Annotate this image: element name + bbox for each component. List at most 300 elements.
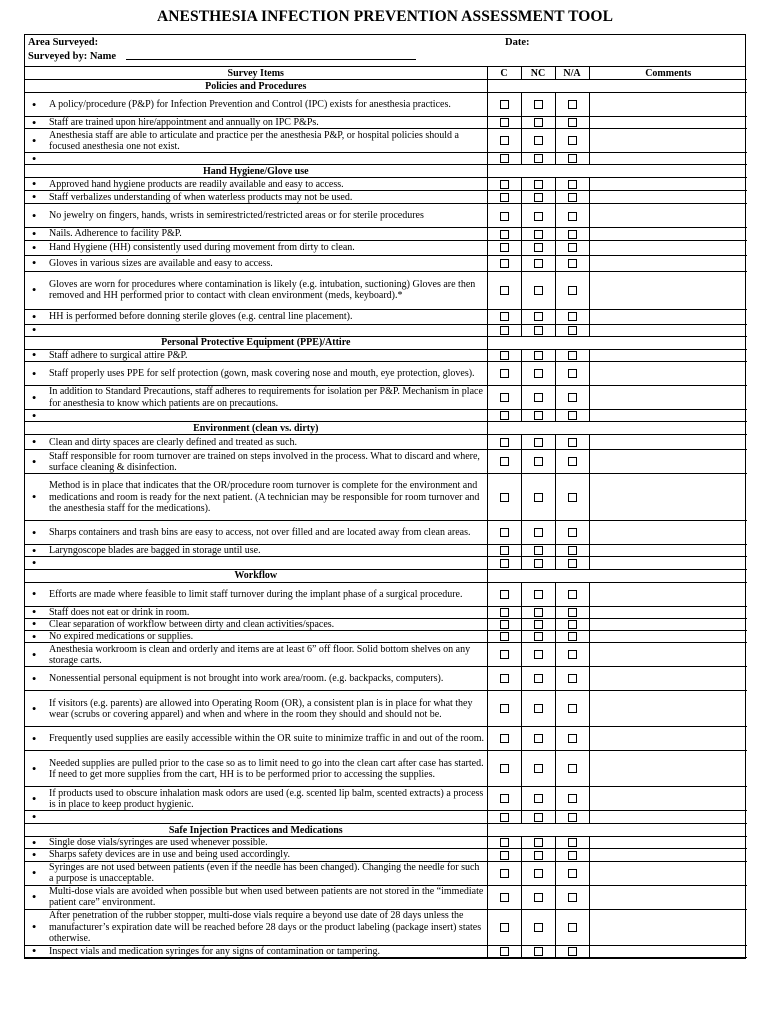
checkbox[interactable]: [568, 212, 577, 221]
compliant-cell: [487, 861, 521, 885]
noncompliant-cell: [521, 751, 555, 787]
comments-cell[interactable]: [589, 909, 747, 945]
comments-cell[interactable]: [589, 557, 747, 569]
checkbox[interactable]: [500, 230, 509, 239]
survey-item: [25, 521, 487, 545]
survey-item: [25, 271, 487, 309]
survey-item: [25, 153, 487, 165]
checkbox[interactable]: [500, 411, 509, 420]
survey-item-text: In addition to Standard Precautions, staff adheres to requirements for isolation per P&P. Mechanism in place for anesthesia to know which patients are on precautions.: [49, 386, 483, 409]
checkbox[interactable]: [568, 118, 577, 127]
checkbox[interactable]: [534, 493, 543, 502]
noncompliant-cell: [521, 410, 555, 422]
checkbox[interactable]: [500, 893, 509, 902]
checkbox[interactable]: [500, 312, 509, 321]
not-applicable-cell: [555, 240, 589, 255]
survey-item-text: If products used to obscure inhalation mask odors are used (e.g. scented lip balm, scented extracts) a process is in place to keep product hygienic.: [49, 787, 484, 810]
page-title: ANESTHESIA INFECTION PREVENTION ASSESSMENT TOOL: [156, 8, 614, 25]
checkbox[interactable]: [568, 369, 577, 378]
checkbox[interactable]: [500, 457, 509, 466]
survey-item-row: [25, 93, 747, 117]
compliant-cell: [487, 474, 521, 521]
checkbox[interactable]: [534, 559, 543, 568]
checkbox[interactable]: [534, 369, 543, 378]
checkbox[interactable]: [500, 559, 509, 568]
checkbox[interactable]: [534, 193, 543, 202]
checkbox[interactable]: [534, 528, 543, 537]
survey-item-text: Nails. Adherence to facility P&P.: [49, 228, 182, 240]
checkbox[interactable]: [534, 230, 543, 239]
col-header-c: C: [487, 67, 521, 80]
comments-cell[interactable]: [589, 204, 747, 228]
not-applicable-cell: [555, 837, 589, 849]
checkbox[interactable]: [534, 326, 543, 335]
survey-item: [25, 309, 487, 324]
compliant-cell: [487, 557, 521, 569]
comments-cell[interactable]: [589, 545, 747, 557]
checkbox[interactable]: [500, 193, 509, 202]
survey-item-row: [25, 667, 747, 691]
compliant-cell: [487, 521, 521, 545]
checkbox[interactable]: [568, 180, 577, 189]
checkbox[interactable]: [568, 438, 577, 447]
checkbox[interactable]: [534, 632, 543, 641]
checkbox[interactable]: [568, 136, 577, 145]
checkbox[interactable]: [568, 704, 577, 713]
checkbox[interactable]: [500, 493, 509, 502]
comments-cell[interactable]: [589, 582, 747, 606]
not-applicable-cell: [555, 885, 589, 909]
bullet-icon: ●: [32, 369, 37, 378]
comments-cell[interactable]: [589, 787, 747, 811]
section-header-row: [25, 569, 747, 582]
not-applicable-cell: [555, 271, 589, 309]
checkbox[interactable]: [534, 947, 543, 956]
checkbox[interactable]: [568, 393, 577, 402]
checkbox[interactable]: [534, 734, 543, 743]
survey-table: [25, 67, 747, 958]
checkbox[interactable]: [568, 794, 577, 803]
form-header: [25, 35, 745, 67]
comments-cell[interactable]: [589, 309, 747, 324]
checkbox[interactable]: [534, 243, 543, 252]
checkbox[interactable]: [534, 650, 543, 659]
checkbox[interactable]: [500, 546, 509, 555]
not-applicable-cell: [555, 474, 589, 521]
bullet-icon: ●: [32, 312, 37, 321]
checkbox[interactable]: [534, 118, 543, 127]
bullet-icon: ●: [32, 946, 37, 955]
comments-cell[interactable]: [589, 691, 747, 727]
checkbox[interactable]: [534, 704, 543, 713]
col-header-items: Survey Items: [25, 67, 487, 80]
section-title: Environment (clean vs. dirty): [25, 422, 487, 435]
checkbox[interactable]: [534, 438, 543, 447]
checkbox[interactable]: [534, 620, 543, 629]
noncompliant-cell: [521, 861, 555, 885]
bullet-icon: ●: [32, 350, 37, 359]
checkbox[interactable]: [568, 259, 577, 268]
checkbox[interactable]: [534, 286, 543, 295]
bullet-icon: ●: [32, 868, 37, 877]
compliant-cell: [487, 837, 521, 849]
survey-item-text: Gloves are worn for procedures where contamination is likely (e.g. intubation, suctioning) Gloves are then removed and HH performed prior to contact with clean environment (meds, keyboard).*: [49, 278, 476, 302]
comments-cell[interactable]: [589, 93, 747, 117]
checkbox[interactable]: [500, 838, 509, 847]
survey-item: [25, 129, 487, 153]
surveyed-by-field[interactable]: [28, 49, 416, 62]
noncompliant-cell: [521, 582, 555, 606]
not-applicable-cell: [555, 191, 589, 204]
comments-cell[interactable]: [589, 450, 747, 474]
survey-item-row: [25, 204, 747, 228]
noncompliant-cell: [521, 606, 555, 618]
checkbox[interactable]: [568, 590, 577, 599]
bullet-icon: ●: [32, 411, 37, 420]
checkbox[interactable]: [534, 411, 543, 420]
checkbox[interactable]: [568, 230, 577, 239]
checkbox[interactable]: [568, 893, 577, 902]
comments-cell[interactable]: [589, 945, 747, 957]
checkbox[interactable]: [500, 704, 509, 713]
checkbox[interactable]: [534, 546, 543, 555]
date-label: Date:: [505, 37, 530, 48]
comments-cell[interactable]: [589, 349, 747, 361]
noncompliant-cell: [521, 945, 555, 957]
noncompliant-cell: [521, 153, 555, 165]
checkbox[interactable]: [500, 674, 509, 683]
comments-cell[interactable]: [589, 117, 747, 129]
checkbox[interactable]: [568, 674, 577, 683]
comments-cell[interactable]: [589, 811, 747, 824]
comments-cell[interactable]: [589, 362, 747, 386]
checkbox[interactable]: [500, 947, 509, 956]
comments-cell[interactable]: [589, 631, 747, 643]
comments-cell[interactable]: [589, 727, 747, 751]
noncompliant-cell: [521, 435, 555, 450]
checkbox[interactable]: [568, 312, 577, 321]
checkbox[interactable]: [534, 923, 543, 932]
not-applicable-cell: [555, 153, 589, 165]
checkbox[interactable]: [500, 923, 509, 932]
survey-item: [25, 362, 487, 386]
bullet-icon: ●: [32, 674, 37, 683]
checkbox[interactable]: [500, 243, 509, 252]
checkbox[interactable]: [568, 493, 577, 502]
survey-item-text: Hand Hygiene (HH) consistently used during movement from dirty to clean.: [49, 242, 355, 253]
bullet-icon: ●: [32, 492, 37, 501]
checkbox[interactable]: [534, 893, 543, 902]
checkbox[interactable]: [500, 632, 509, 641]
noncompliant-cell: [521, 386, 555, 410]
checkbox[interactable]: [534, 813, 543, 822]
name-line[interactable]: [126, 49, 416, 60]
not-applicable-cell: [555, 435, 589, 450]
compliant-cell: [487, 582, 521, 606]
survey-item: [25, 545, 487, 557]
not-applicable-cell: [555, 751, 589, 787]
comments-cell[interactable]: [589, 474, 747, 521]
checkbox[interactable]: [534, 100, 543, 109]
comments-cell[interactable]: [589, 386, 747, 410]
noncompliant-cell: [521, 545, 555, 557]
not-applicable-cell: [555, 945, 589, 957]
noncompliant-cell: [521, 787, 555, 811]
comments-cell[interactable]: [589, 153, 747, 165]
comments-cell[interactable]: [589, 178, 747, 191]
survey-item-row: [25, 618, 747, 630]
not-applicable-cell: [555, 557, 589, 569]
checkbox[interactable]: [500, 794, 509, 803]
survey-item: [25, 450, 487, 474]
bullet-icon: ●: [32, 154, 37, 163]
checkbox[interactable]: [568, 100, 577, 109]
checkbox[interactable]: [500, 259, 509, 268]
survey-item: [25, 386, 487, 410]
checkbox[interactable]: [500, 100, 509, 109]
comments-cell[interactable]: [589, 324, 747, 336]
survey-item: [25, 191, 487, 204]
comments-cell[interactable]: [589, 271, 747, 309]
checkbox[interactable]: [568, 559, 577, 568]
checkbox[interactable]: [534, 136, 543, 145]
comments-cell[interactable]: [589, 435, 747, 450]
section-header-blank: [487, 422, 747, 435]
survey-item: [25, 255, 487, 271]
checkbox[interactable]: [500, 438, 509, 447]
survey-item-row: [25, 450, 747, 474]
comments-cell[interactable]: [589, 837, 747, 849]
survey-item-text: Method is in place that indicates that the OR/procedure room turnover is complete for the environment and medications and room is ready for the next patient. (A technician may be responsible for room turnover and the anesthesia staff for the medications).: [49, 480, 480, 514]
survey-item-text: Approved hand hygiene products are readily available and easy to access.: [49, 178, 344, 190]
bullet-icon: ●: [32, 704, 37, 713]
compliant-cell: [487, 606, 521, 618]
survey-item-text: Multi-dose vials are avoided when possible but when used between patients are not stored in the “immediate patient care” environment.: [49, 885, 484, 909]
bullet-icon: ●: [32, 192, 37, 201]
checkbox[interactable]: [568, 650, 577, 659]
bullet-icon: ●: [32, 393, 37, 402]
checkbox[interactable]: [568, 243, 577, 252]
survey-item: [25, 582, 487, 606]
noncompliant-cell: [521, 129, 555, 153]
checkbox[interactable]: [500, 369, 509, 378]
checkbox[interactable]: [534, 869, 543, 878]
survey-item: [25, 618, 487, 630]
survey-item-text: HH is performed before donning sterile gloves (e.g. central line placement).: [49, 311, 353, 322]
checkbox[interactable]: [500, 813, 509, 822]
checkbox[interactable]: [500, 136, 509, 145]
checkbox[interactable]: [500, 590, 509, 599]
noncompliant-cell: [521, 93, 555, 117]
checkbox[interactable]: [568, 351, 577, 360]
noncompliant-cell: [521, 643, 555, 667]
checkbox[interactable]: [500, 393, 509, 402]
checkbox[interactable]: [568, 632, 577, 641]
survey-item-row: [25, 255, 747, 271]
checkbox[interactable]: [534, 674, 543, 683]
checkbox[interactable]: [534, 851, 543, 860]
not-applicable-cell: [555, 324, 589, 336]
survey-item: [25, 435, 487, 450]
checkbox[interactable]: [500, 528, 509, 537]
compliant-cell: [487, 228, 521, 240]
checkbox[interactable]: [534, 154, 543, 163]
checkbox[interactable]: [500, 326, 509, 335]
section-header-row: [25, 80, 747, 93]
checkbox[interactable]: [534, 608, 543, 617]
checkbox[interactable]: [534, 312, 543, 321]
bullet-icon: ●: [32, 892, 37, 901]
checkbox[interactable]: [500, 764, 509, 773]
checkbox[interactable]: [534, 180, 543, 189]
checkbox[interactable]: [500, 734, 509, 743]
checkbox[interactable]: [568, 154, 577, 163]
survey-item-text: Anesthesia workroom is clean and orderly and items are at least 6” off floor. Solid bottom shelves on any storage carts.: [49, 643, 471, 666]
survey-item-text: Staff responsible for room turnover are trained on steps involved in the process. What to discard and where, surface cleaning & disinfection.: [49, 450, 480, 473]
section-header-blank: [487, 80, 747, 93]
section-title: Policies and Procedures: [25, 80, 487, 93]
survey-item: [25, 178, 487, 191]
checkbox[interactable]: [534, 794, 543, 803]
section-title: Workflow: [25, 569, 487, 582]
compliant-cell: [487, 191, 521, 204]
compliant-cell: [487, 240, 521, 255]
col-header-comments: Comments: [589, 67, 747, 80]
checkbox[interactable]: [534, 457, 543, 466]
comments-cell[interactable]: [589, 191, 747, 204]
checkbox[interactable]: [568, 851, 577, 860]
checkbox[interactable]: [534, 351, 543, 360]
comments-cell[interactable]: [589, 240, 747, 255]
checkbox[interactable]: [568, 813, 577, 822]
compliant-cell: [487, 93, 521, 117]
checkbox[interactable]: [568, 286, 577, 295]
noncompliant-cell: [521, 228, 555, 240]
comments-cell[interactable]: [589, 667, 747, 691]
checkbox[interactable]: [568, 326, 577, 335]
checkbox[interactable]: [568, 546, 577, 555]
compliant-cell: [487, 178, 521, 191]
not-applicable-cell: [555, 362, 589, 386]
comments-cell[interactable]: [589, 606, 747, 618]
compliant-cell: [487, 386, 521, 410]
checkbox[interactable]: [568, 193, 577, 202]
survey-item-text: Single dose vials/syringes are used whenever possible.: [49, 837, 268, 849]
checkbox[interactable]: [568, 608, 577, 617]
checkbox[interactable]: [534, 393, 543, 402]
checkbox[interactable]: [500, 212, 509, 221]
comments-cell[interactable]: [589, 521, 747, 545]
noncompliant-cell: [521, 631, 555, 643]
comments-cell[interactable]: [589, 751, 747, 787]
checkbox[interactable]: [568, 411, 577, 420]
comments-cell[interactable]: [589, 618, 747, 630]
survey-item-text: Frequently used supplies are easily accessible within the OR suite to minimize traffic in and out of the room.: [49, 733, 484, 745]
not-applicable-cell: [555, 410, 589, 422]
checkbox[interactable]: [534, 764, 543, 773]
not-applicable-cell: [555, 727, 589, 751]
not-applicable-cell: [555, 643, 589, 667]
survey-item-text: No expired medications or supplies.: [49, 631, 194, 643]
section-header-row: [25, 422, 747, 435]
noncompliant-cell: [521, 349, 555, 361]
bullet-icon: ●: [32, 211, 37, 220]
bullet-icon: ●: [32, 118, 37, 127]
compliant-cell: [487, 349, 521, 361]
checkbox[interactable]: [568, 734, 577, 743]
noncompliant-cell: [521, 691, 555, 727]
comments-cell[interactable]: [589, 228, 747, 240]
compliant-cell: [487, 153, 521, 165]
survey-item-text: If visitors (e.g. parents) are allowed into Operating Room (OR), a consistent plan is in place for what they wear (scrubs or covering apparel) and when and where in the room they should and should not be.: [49, 697, 473, 720]
checkbox[interactable]: [568, 457, 577, 466]
survey-item: [25, 557, 487, 569]
comments-cell[interactable]: [589, 410, 747, 422]
bullet-icon: ●: [32, 607, 37, 616]
compliant-cell: [487, 271, 521, 309]
bullet-icon: ●: [32, 794, 37, 803]
compliant-cell: [487, 885, 521, 909]
checkbox[interactable]: [500, 180, 509, 189]
survey-item-text: Sharps containers and trash bins are easy to access, not over filled and are located away from clean areas.: [49, 527, 471, 539]
bullet-icon: ●: [32, 325, 37, 334]
compliant-cell: [487, 362, 521, 386]
comments-cell[interactable]: [589, 861, 747, 885]
checkbox[interactable]: [568, 869, 577, 878]
survey-item-row: [25, 885, 747, 909]
comments-cell[interactable]: [589, 643, 747, 667]
checkbox[interactable]: [534, 259, 543, 268]
bullet-icon: ●: [32, 285, 37, 294]
checkbox[interactable]: [534, 590, 543, 599]
survey-item-text: Laryngoscope blades are bagged in storage until use.: [49, 545, 261, 557]
noncompliant-cell: [521, 191, 555, 204]
checkbox[interactable]: [568, 947, 577, 956]
comments-cell[interactable]: [589, 129, 747, 153]
checkbox[interactable]: [500, 154, 509, 163]
checkbox[interactable]: [500, 869, 509, 878]
checkbox[interactable]: [568, 923, 577, 932]
checkbox[interactable]: [568, 620, 577, 629]
checkbox[interactable]: [568, 528, 577, 537]
checkbox[interactable]: [500, 620, 509, 629]
checkbox[interactable]: [534, 838, 543, 847]
survey-item-row: [25, 727, 747, 751]
bullet-icon: ●: [32, 838, 37, 847]
comments-cell[interactable]: [589, 849, 747, 861]
checkbox[interactable]: [500, 351, 509, 360]
comments-cell[interactable]: [589, 885, 747, 909]
compliant-cell: [487, 667, 521, 691]
checkbox[interactable]: [568, 764, 577, 773]
not-applicable-cell: [555, 386, 589, 410]
comments-cell[interactable]: [589, 255, 747, 271]
noncompliant-cell: [521, 271, 555, 309]
checkbox[interactable]: [500, 118, 509, 127]
checkbox[interactable]: [534, 212, 543, 221]
survey-item-row: [25, 129, 747, 153]
checkbox[interactable]: [500, 286, 509, 295]
survey-item-row: [25, 787, 747, 811]
checkbox[interactable]: [568, 838, 577, 847]
bullet-icon: ●: [32, 457, 37, 466]
survey-item: [25, 861, 487, 885]
checkbox[interactable]: [500, 650, 509, 659]
checkbox[interactable]: [500, 608, 509, 617]
checkbox[interactable]: [500, 851, 509, 860]
noncompliant-cell: [521, 837, 555, 849]
survey-item-row: [25, 582, 747, 606]
